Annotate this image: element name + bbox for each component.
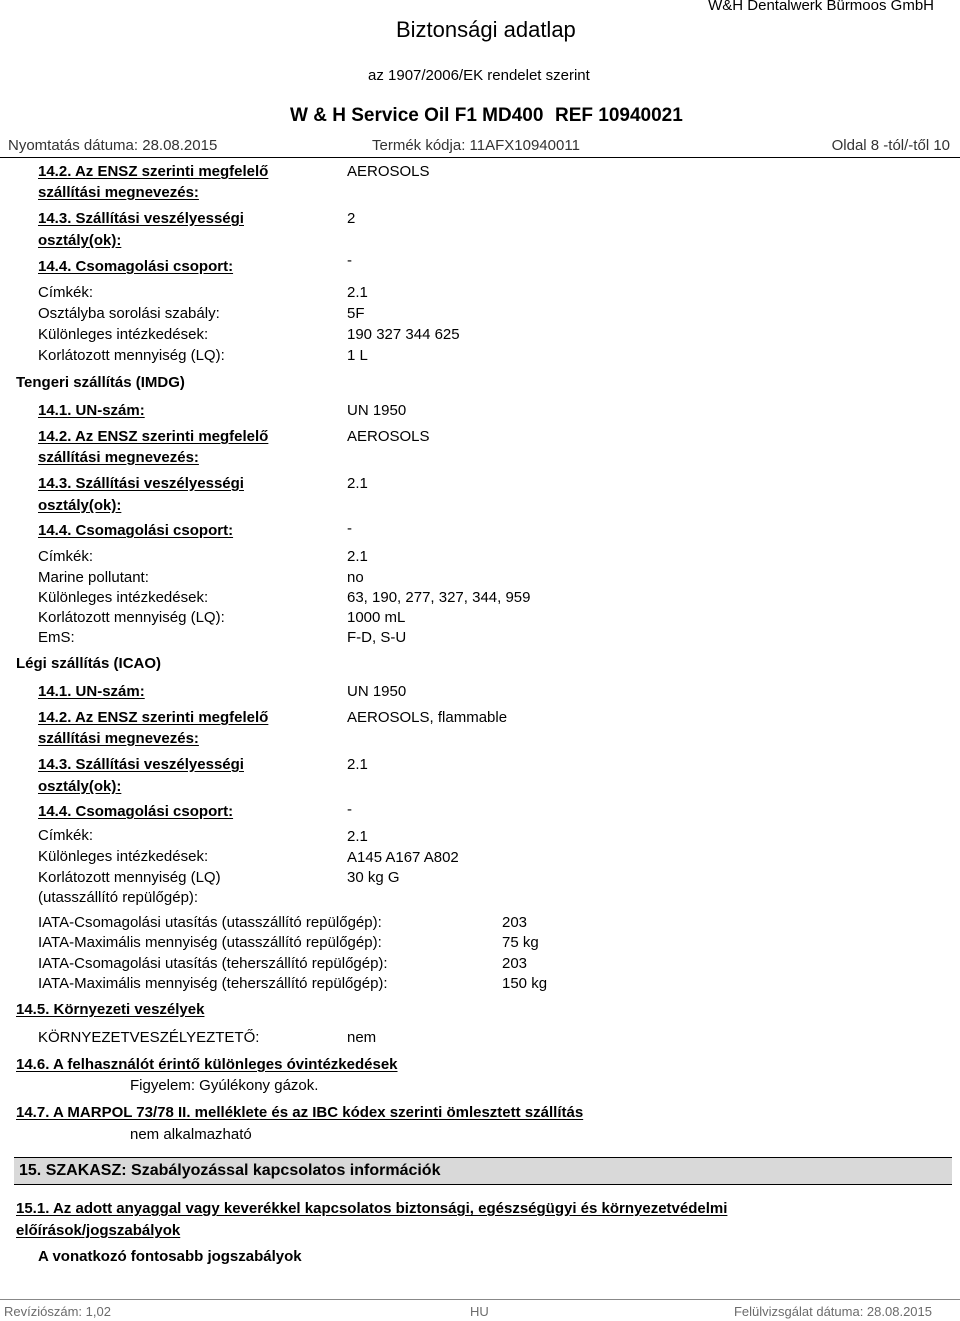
product-code: Termék kódja: 11AFX10940011 [372, 137, 580, 154]
language-code: HU [470, 1304, 489, 1319]
imdg-special-label: Különleges intézkedések: [38, 589, 209, 606]
s15-1-heading-2: előírások/jogszabályok [16, 1222, 181, 1239]
adr-special-value: 190 327 344 625 [347, 326, 460, 343]
iata-row-label: IATA-Csomagolási utasítás (teherszállító repülőgép): [38, 955, 388, 972]
env-hazard-value: nem [347, 1029, 377, 1046]
imdg-name-label-1: 14.2. Az ENSZ szerinti megfelelő [38, 428, 269, 445]
iata-row-value: 150 kg [502, 975, 548, 992]
page-number: Oldal 8 -tól/-től 10 [831, 137, 950, 154]
icao-special-value: A145 A167 A802 [347, 849, 459, 866]
imdg-pg-value: - [347, 520, 352, 537]
s15-1-text: A vonatkozó fontosabb jogszabályok [38, 1248, 302, 1265]
icao-class-label-1: 14.3. Szállítási veszélyességi [38, 756, 244, 773]
review-date: Felülvizsgálat dátuma: 28.08.2015 [733, 1304, 932, 1319]
imdg-un-value: UN 1950 [347, 402, 407, 419]
icao-class-label-2: osztály(ok): [38, 778, 122, 795]
icao-heading: Légi szállítás (ICAO) [16, 655, 162, 672]
imdg-heading: Tengeri szállítás (IMDG) [16, 374, 185, 391]
s14-7-heading: 14.7. A MARPOL 73/78 II. melléklete és az IBC kódex szerinti ömlesztett szállítás [16, 1104, 584, 1121]
document-title: Biztonsági adatlap [396, 17, 576, 42]
imdg-un-label: 14.1. UN-szám: [38, 402, 145, 419]
icao-class-value: 2.1 [347, 756, 368, 773]
icao-pg-label: 14.4. Csomagolási csoport: [38, 803, 234, 820]
s14-5-heading: 14.5. Környezeti veszélyek [16, 1001, 205, 1018]
icao-un-value: UN 1950 [347, 683, 407, 700]
s14-7-text: nem alkalmazható [130, 1126, 252, 1143]
imdg-class-label-1: 14.3. Szállítási veszélyességi [38, 475, 244, 492]
print-date: Nyomtatás dátuma: 28.08.2015 [8, 137, 218, 154]
adr-labels-value: 2.1 [347, 284, 368, 301]
product-name: W & H Service Oil F1 MD400 [290, 105, 544, 126]
iata-row-value: 75 kg [502, 934, 539, 951]
imdg-lq-label: Korlátozott mennyiség (LQ): [38, 609, 225, 626]
iata-row-label: IATA-Maximális mennyiség (teherszállító repülőgép): [38, 975, 388, 992]
imdg-class-value: 2.1 [347, 475, 368, 492]
s14-6-heading: 14.6. A felhasználót érintő különleges óvintézkedések [16, 1056, 398, 1073]
imdg-ems-value: F-D, S-U [347, 629, 407, 646]
adr-pg-value: - [347, 252, 352, 269]
icao-labels-label: Címkék: [38, 827, 94, 844]
imdg-name-label-2: szállítási megnevezés: [38, 449, 199, 466]
icao-name-label-1: 14.2. Az ENSZ szerinti megfelelő [38, 709, 269, 726]
iata-row-label: IATA-Csomagolási utasítás (utasszállító repülőgép): [38, 914, 382, 931]
imdg-labels-value: 2.1 [347, 548, 368, 565]
adr-labels-label: Címkék: [38, 284, 94, 301]
adr-class-value: 2 [347, 210, 356, 227]
adr-class-label-1: 14.3. Szállítási veszélyességi [38, 210, 244, 227]
adr-pg-label: 14.4. Csomagolási csoport: [38, 258, 234, 275]
icao-lq-label-2: (utasszállító repülőgép): [38, 889, 199, 906]
imdg-class-label-2: osztály(ok): [38, 497, 122, 514]
icao-name-label-2: szállítási megnevezés: [38, 730, 199, 747]
adr-lq-label: Korlátozott mennyiség (LQ): [38, 347, 225, 364]
adr-special-label: Különleges intézkedések: [38, 326, 209, 343]
revision-number: Revíziószám: 1,02 [4, 1304, 111, 1319]
imdg-marine-label: Marine pollutant: [38, 569, 149, 586]
adr-name-value: AEROSOLS [347, 163, 430, 180]
adr-name-label-1: 14.2. Az ENSZ szerinti megfelelő [38, 163, 269, 180]
product-ref: REF 10940021 [555, 105, 683, 126]
icao-pg-value: - [347, 801, 352, 818]
regulation-subtitle: az 1907/2006/EK rendelet szerint [368, 67, 590, 84]
imdg-ems-label: EmS: [38, 629, 75, 646]
icao-special-label: Különleges intézkedések: [38, 848, 209, 865]
icao-un-label: 14.1. UN-szám: [38, 683, 145, 700]
imdg-marine-value: no [347, 569, 364, 586]
adr-class-label-2: osztály(ok): [38, 232, 122, 249]
adr-name-label-2: szállítási megnevezés: [38, 184, 199, 201]
section-15-heading: 15. SZAKASZ: Szabályozással kapcsolatos információk [19, 1162, 441, 1179]
icao-name-value: AEROSOLS, flammable [347, 709, 508, 726]
imdg-name-value: AEROSOLS [347, 428, 430, 445]
adr-lq-value: 1 L [347, 347, 368, 364]
icao-lq-label-1: Korlátozott mennyiség (LQ) [38, 869, 221, 886]
imdg-labels-label: Címkék: [38, 548, 94, 565]
footer-divider [0, 1299, 960, 1300]
icao-lq-value: 30 kg G [347, 869, 400, 886]
s14-6-text: Figyelem: Gyúlékony gázok. [130, 1077, 319, 1094]
company-name: W&H Dentalwerk Bürmoos GmbH [708, 0, 934, 14]
adr-code-label: Osztályba sorolási szabály: [38, 305, 220, 322]
adr-code-value: 5F [347, 305, 365, 322]
imdg-lq-value: 1000 mL [347, 609, 406, 626]
iata-row-value: 203 [502, 914, 528, 931]
iata-row-value: 203 [502, 955, 528, 972]
s15-1-heading-1: 15.1. Az adott anyaggal vagy keverékkel kapcsolatos biztonsági, egészségügyi és környezetvédelmi [16, 1200, 728, 1217]
imdg-special-value: 63, 190, 277, 327, 344, 959 [347, 589, 531, 606]
env-hazard-label: KÖRNYEZETVESZÉLYEZTETŐ: [38, 1029, 260, 1046]
imdg-pg-label: 14.4. Csomagolási csoport: [38, 522, 234, 539]
icao-labels-value: 2.1 [347, 828, 368, 845]
iata-row-label: IATA-Maximális mennyiség (utasszállító repülőgép): [38, 934, 382, 951]
header-divider [0, 157, 960, 158]
section-15-band [14, 1157, 952, 1185]
